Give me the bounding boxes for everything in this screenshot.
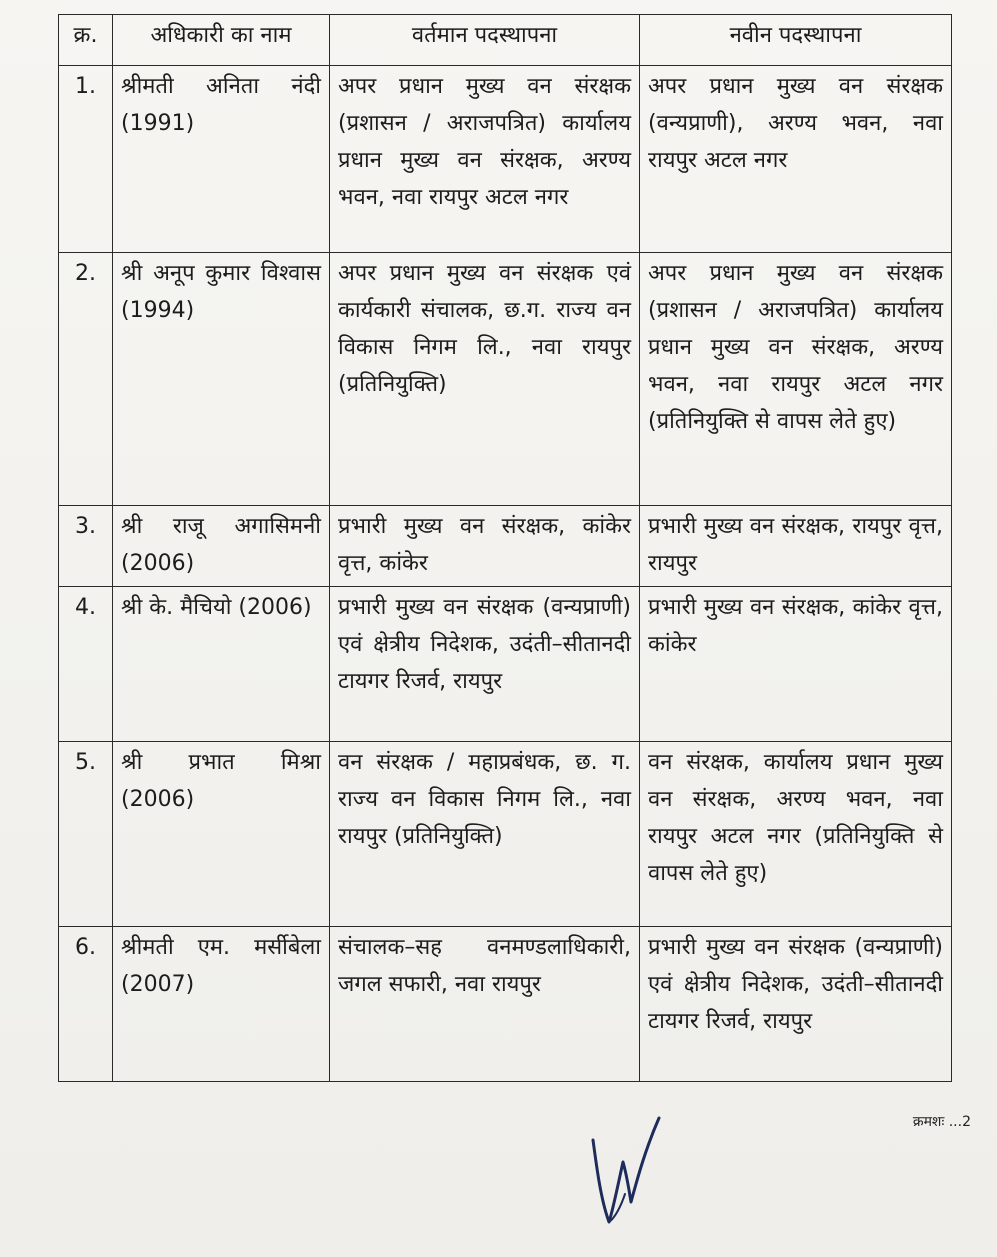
serial-number: 1. (59, 66, 113, 253)
continued-note: क्रमशः ...2 (912, 1114, 971, 1130)
posting-table (58, 14, 952, 1082)
officer-name: श्रीमती एम. मर्सीबेला (2007) (113, 927, 330, 1082)
current-posting: अपर प्रधान मुख्य वन संरक्षक (प्रशासन / अराजपत्रित) कार्यालय प्रधान मुख्य वन संरक्षक, अरण्य भवन, नवा रायपुर अटल नगर (330, 66, 640, 253)
serial-number: 2. (59, 253, 113, 506)
officer-name: श्री के. मैचियो (2006) (113, 587, 330, 742)
table-row (59, 66, 952, 253)
table-row (59, 587, 952, 742)
officer-name: श्रीमती अनिता नंदी (1991) (113, 66, 330, 253)
current-posting: प्रभारी मुख्य वन संरक्षक (वन्यप्राणी) एवं क्षेत्रीय निदेशक, उदंती–सीतानदी टायगर रिजर्व, रायपुर (330, 587, 640, 742)
header-current-posting: वर्तमान पदस्थापना (330, 15, 640, 66)
header-serial-number: क्र. (59, 15, 113, 66)
serial-number: 4. (59, 587, 113, 742)
signature-mark (575, 1110, 685, 1230)
new-posting: वन संरक्षक, कार्यालय प्रधान मुख्य वन संरक्षक, अरण्य भवन, नवा रायपुर अटल नगर (प्रतिनियुक्ति से वापस लेते हुए) (640, 742, 952, 927)
officer-name: श्री प्रभात मिश्रा (2006) (113, 742, 330, 927)
new-posting: प्रभारी मुख्य वन संरक्षक, रायपुर वृत्त, रायपुर (640, 506, 952, 587)
new-posting: प्रभारी मुख्य वन संरक्षक, कांकेर वृत्त, कांकेर (640, 587, 952, 742)
current-posting: संचालक–सह वनमण्डलाधिकारी, जगल सफारी, नवा रायपुर (330, 927, 640, 1082)
officer-name: श्री राजू अगासिमनी (2006) (113, 506, 330, 587)
table-row (59, 506, 952, 587)
new-posting: अपर प्रधान मुख्य वन संरक्षक (प्रशासन / अराजपत्रित) कार्यालय प्रधान मुख्य वन संरक्षक, अरण्य भवन, नवा रायपुर अटल नगर (प्रतिनियुक्ति से वापस लेते हुए) (640, 253, 952, 506)
header-new-posting: नवीन पदस्थापना (640, 15, 952, 66)
current-posting: अपर प्रधान मुख्य वन संरक्षक एवं कार्यकारी संचालक, छ.ग. राज्य वन विकास निगम लि., नवा रायपुर (प्रतिनियुक्ति) (330, 253, 640, 506)
current-posting: वन संरक्षक / महाप्रबंधक, छ. ग. राज्य वन विकास निगम लि., नवा रायपुर (प्रतिनियुक्ति) (330, 742, 640, 927)
serial-number: 3. (59, 506, 113, 587)
officer-name: श्री अनूप कुमार विश्वास (1994) (113, 253, 330, 506)
table-row (59, 927, 952, 1082)
header-officer-name: अधिकारी का नाम (113, 15, 330, 66)
current-posting: प्रभारी मुख्य वन संरक्षक, कांकेर वृत्त, कांकेर (330, 506, 640, 587)
table-row (59, 742, 952, 927)
new-posting: अपर प्रधान मुख्य वन संरक्षक (वन्यप्राणी), अरण्य भवन, नवा रायपुर अटल नगर (640, 66, 952, 253)
new-posting: प्रभारी मुख्य वन संरक्षक (वन्यप्राणी) एवं क्षेत्रीय निदेशक, उदंती–सीतानदी टायगर रिजर्व, रायपुर (640, 927, 952, 1082)
table-header-row (59, 15, 952, 66)
serial-number: 5. (59, 742, 113, 927)
table-row (59, 253, 952, 506)
serial-number: 6. (59, 927, 113, 1082)
